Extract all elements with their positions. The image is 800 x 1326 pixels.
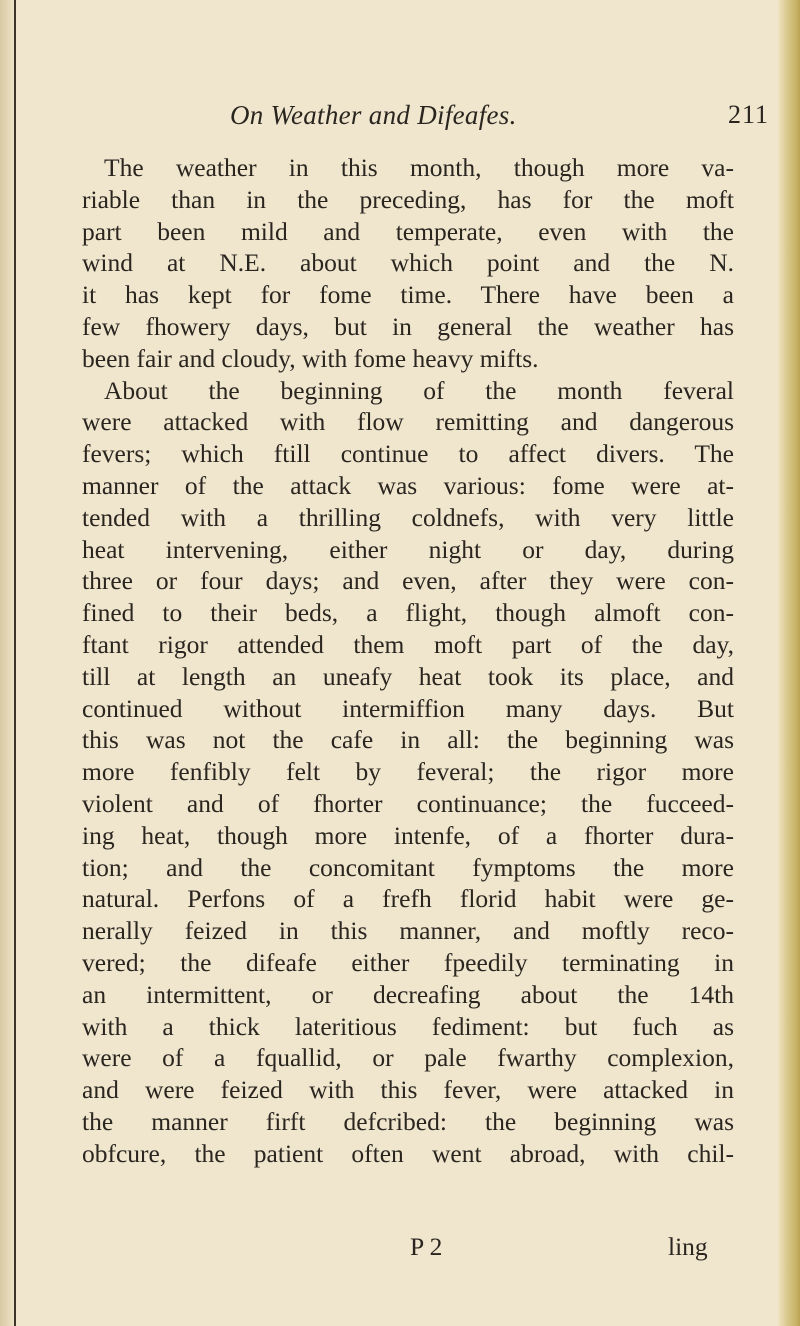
text-line: till at length an uneafy heat took its place, and bbox=[82, 661, 734, 691]
text-line: fined to their beds, a flight, though almoft con- bbox=[82, 598, 734, 628]
text-line: vered; the difeafe either fpeedily terminating in bbox=[82, 947, 734, 977]
text-line: tion; and the concomitant fymptoms the more bbox=[82, 852, 734, 882]
text-line: obfcure, the patient often went abroad, with chil- bbox=[82, 1138, 734, 1168]
text-line: natural. Perfons of a frefh florid habit were ge- bbox=[82, 884, 734, 914]
text-line: the manner firft defcribed: the beginning was bbox=[82, 1106, 734, 1136]
text-line: continued without intermiffion many days. But bbox=[82, 693, 734, 723]
text-line: heat intervening, either night or day, during bbox=[82, 534, 734, 564]
catchword: ling bbox=[668, 1232, 708, 1261]
text-line: wind at N.E. about which point and the N. bbox=[82, 248, 734, 278]
text-line: were of a fquallid, or pale fwarthy complexion, bbox=[82, 1043, 734, 1073]
text-line: three or four days; and even, after they were con- bbox=[82, 566, 734, 596]
text-line: riable than in the preceding, has for the moft bbox=[82, 184, 734, 214]
text-line: this was not the cafe in all: the beginning was bbox=[82, 725, 734, 755]
text-line: ing heat, though more intenfe, of a fhorter dura- bbox=[82, 820, 734, 850]
text-line: were attacked with flow remitting and dangerous bbox=[82, 407, 734, 437]
text-line: part been mild and temperate, even with the bbox=[82, 216, 734, 246]
running-head: On Weather and Difeafes. bbox=[230, 100, 517, 130]
text-line: it has kept for fome time. There have been a bbox=[82, 280, 734, 310]
text-line: manner of the attack was various: fome were at- bbox=[82, 470, 734, 500]
text-line: nerally feized in this manner, and moftly reco- bbox=[82, 916, 734, 946]
text-line: fevers; which ftill continue to affect divers. The bbox=[82, 439, 734, 469]
text-line: and were feized with this fever, were attacked in bbox=[82, 1075, 734, 1105]
text-line: About the beginning of the month feveral bbox=[104, 375, 734, 405]
text-line: an intermittent, or decreafing about the 14th bbox=[82, 979, 734, 1009]
page-number: 211 bbox=[728, 100, 770, 129]
text-line: violent and of fhorter continuance; the fucceed- bbox=[82, 788, 734, 818]
text-line: few fhowery days, but in general the weather has bbox=[82, 311, 734, 341]
text-line: with a thick lateritious fediment: but fuch as bbox=[82, 1011, 734, 1041]
body-text bbox=[82, 152, 734, 1170]
text-line: been fair and cloudy, with fome heavy mifts. bbox=[82, 343, 539, 373]
page-right-edge bbox=[778, 0, 800, 1326]
page-left-edge bbox=[0, 0, 16, 1326]
text-line: The weather in this month, though more va- bbox=[104, 153, 734, 182]
page-header bbox=[0, 100, 800, 140]
text-line: tended with a thrilling coldnefs, with very little bbox=[82, 502, 734, 532]
text-line: more fenfibly felt by feveral; the rigor more bbox=[82, 757, 734, 787]
signature-mark: P 2 bbox=[410, 1232, 443, 1261]
text-line: ftant rigor attended them moft part of the day, bbox=[82, 629, 734, 659]
